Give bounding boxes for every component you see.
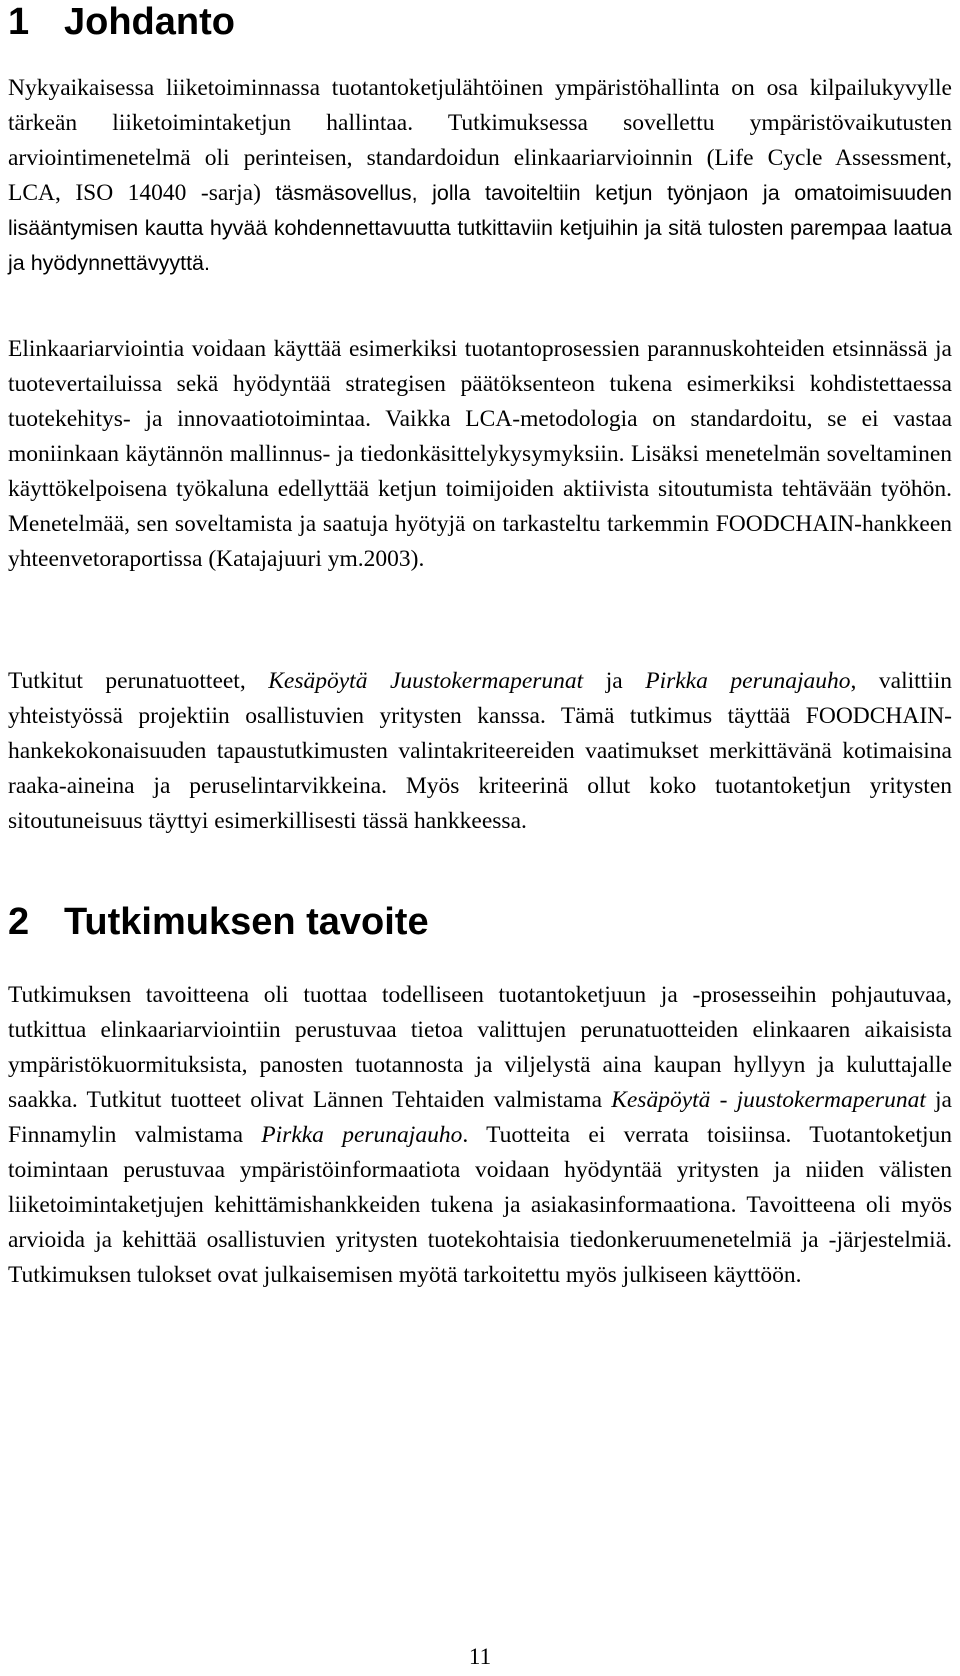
section-2-heading <box>8 900 429 944</box>
text-run: Tutkimuksen tavoitteena oli tuottaa todelliseen tuotantoketjuun ja -prosesseihin pohjautuvaa, tutkittua elinkaariarviointiin perustuvaa tietoa valittujen perunatuotteiden elinkaaren aikaisista ympäristökuormituksista, panosten tuotannosta ja viljelystä aina kaupan hyllyyn ja kuluttajalle saakka. Tutkitut tuotteet olivat Lännen Tehtaiden valmistama <box>8 982 952 1113</box>
section-1-paragraph-2 <box>8 332 952 577</box>
emphasized-text: Pirkka perunajauho <box>261 1122 463 1148</box>
text-run: . Tuotteita ei verrata toisiinsa. Tuotantoketjun toimintaan perustuvaa ympäristöinformaatiota voidaan hyödyntää yritysten ja niiden välisten liiketoimintaketjujen kehittämishankkeiden tukena ja asiakasinformaationa. Tavoitteena oli myös arvioida ja kehittää osallistuvien yritysten tuotekohtaisia tiedonkeruumenetelmiä ja -järjestelmiä. Tutkimuksen tulokset ovat julkaisemisen myötä tarkoitettu myös julkiseen käyttöön. <box>8 1122 952 1288</box>
text-run: ja Finnamylin valmistama <box>8 1087 952 1148</box>
text-run: , valittiin yhteistyössä projektiin osallistuvien yritysten kanssa. Tämä tutkimus täyttää FOODCHAIN-hankekokonaisuuden tapaustutkimusten valintakriteereiden vaatimukset merkittävänä kotimaisina raaka-aineina ja peruselintarvikkeina. Myös kriteerinä ollut koko tuotantoketjun yritysten sitoutuneisuus täyttyi esimerkillisesti tässä hankkeessa. <box>8 668 953 834</box>
emphasized-text: Kesäpöytä - juustokermaperunat <box>611 1087 926 1113</box>
section-1-title: Johdanto <box>64 1 235 43</box>
text-run: täsmäsovellus, jolla tavoiteltiin ketjun työnjaon ja omatoimisuuden lisääntymisen kautta hyvää kohdennettavuutta tutkittaviin ketjuihin ja sitä tulosten parempaa laatua ja hyödynnettävyyttä. <box>8 181 952 275</box>
page-number: 11 <box>468 1644 492 1669</box>
text-run: Tutkitut perunatuotteet, <box>8 668 269 694</box>
section-2-title: Tutkimuksen tavoite <box>64 901 429 943</box>
section-2-number: 2 <box>8 901 30 943</box>
text-run: Nykyaikaisessa liiketoiminnassa tuotantoketjulähtöinen ympäristöhallinta on osa kilpailukyvylle tärkeän liiketoimintaketjun hallintaa. Tutkimuksessa sovellettu ympäristövaikutusten arviointimenetelmä oli perinteisen, standardoidun elinkaariarvioinnin (Life Cycle Assessment, LCA, ISO 14040 -sarja) <box>8 75 952 206</box>
emphasized-text: Pirkka perunajauho <box>645 668 851 694</box>
section-1-paragraph-1 <box>8 71 952 281</box>
text-run: Elinkaariarviointia voidaan käyttää esimerkiksi tuotantoprosessien parannuskohteiden etsinnässä ja tuotevertailuissa sekä hyödyntää strategisen päätöksenteon tukena esimerkiksi kohdistettaessa tuotekehitys- ja innovaatiotoimintaa. Vaikka LCA-metodologia on standardoitu, se ei vastaa moniinkaan käytännön mallinnus- ja tiedonkäsittelykysymyksiin. Lisäksi menetelmän soveltaminen käyttökelpoisena työkaluna edellyttää ketjun toimijoiden aktiivista sitoutumista tehtävään työhön. Menetelmää, sen soveltamista ja saatuja hyötyjä on tarkasteltu tarkemmin FOODCHAIN-hankkeen yhteenvetoraportissa (Katajajuuri ym.2003). <box>8 336 952 572</box>
text-run: ja <box>583 668 646 694</box>
section-1-paragraph-3 <box>8 664 952 839</box>
emphasized-text: Kesäpöytä Juustokermaperunat <box>268 668 584 694</box>
section-2-paragraph-1 <box>8 978 952 1293</box>
section-1-number: 1 <box>8 1 30 43</box>
section-1-heading <box>8 0 235 44</box>
